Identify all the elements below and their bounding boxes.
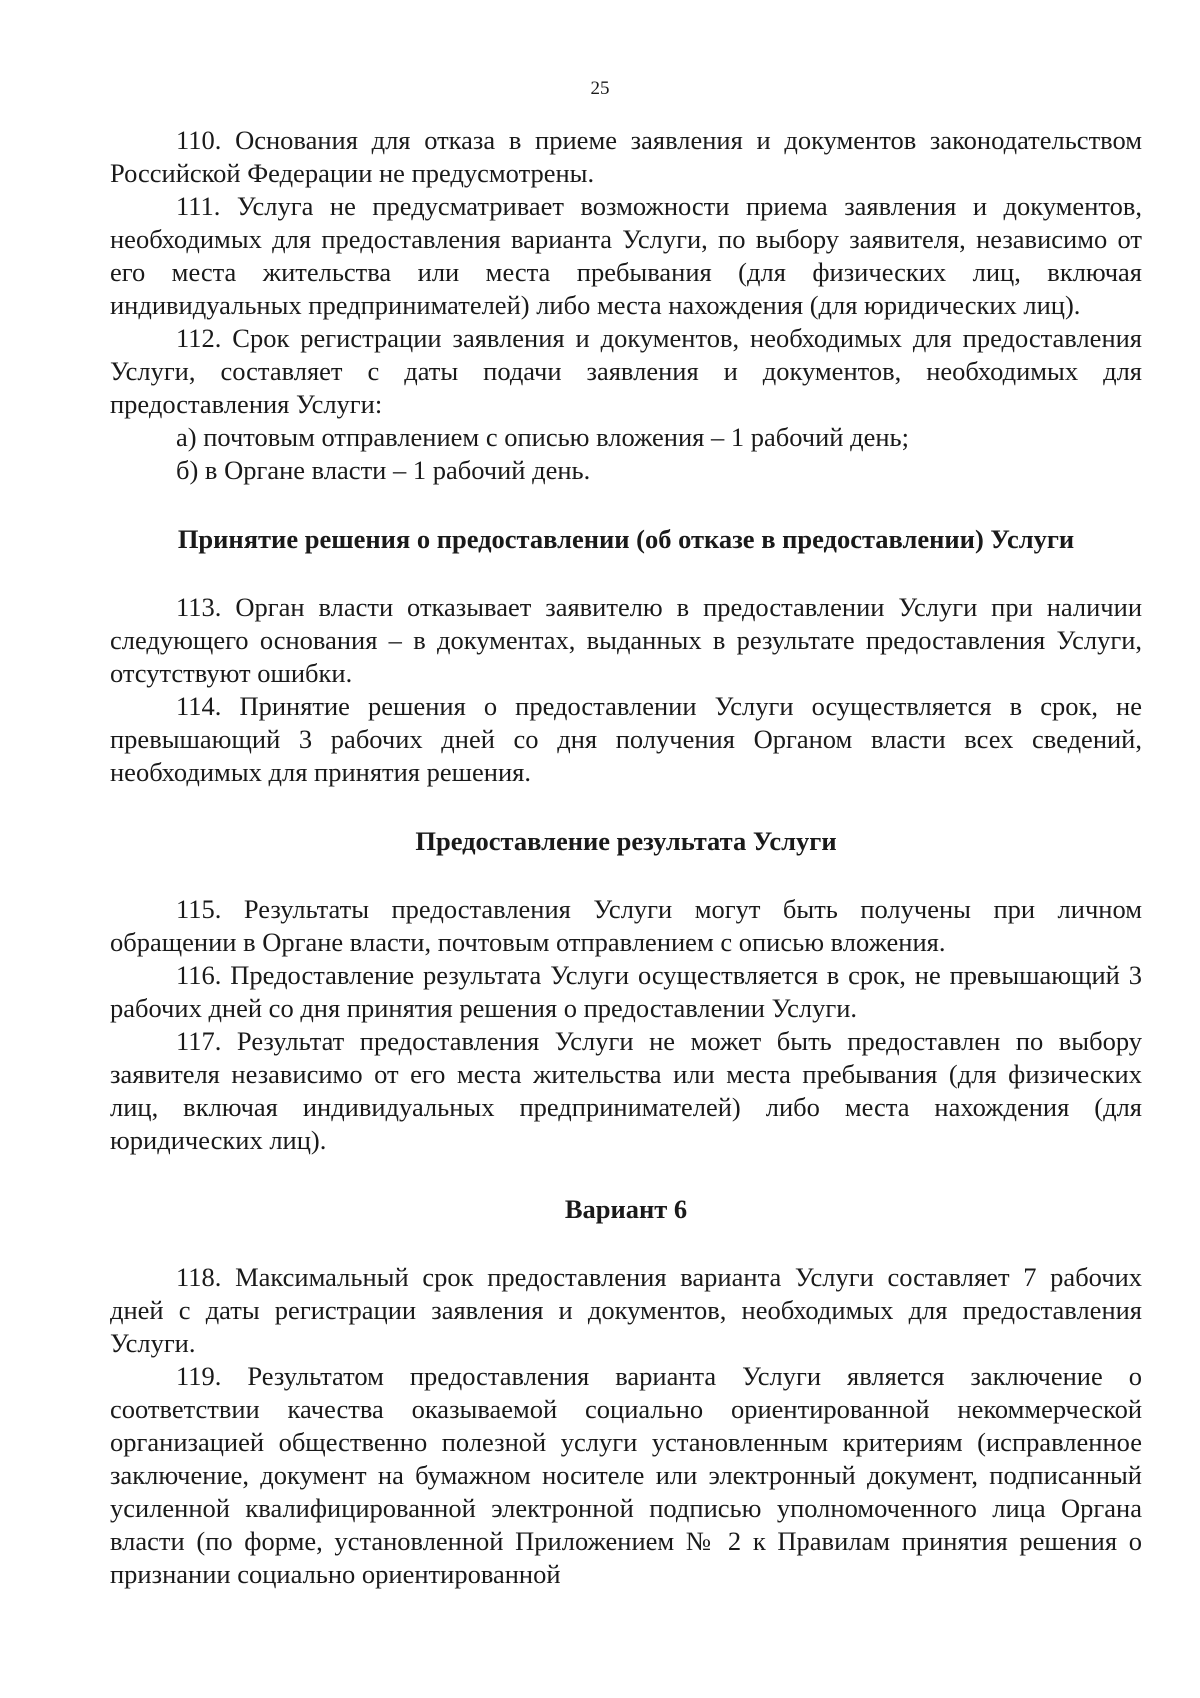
paragraph-119: 119. Результатом предоставления варианта Услуги является заключение о соответствии качества оказываемой социально ориентированной некоммерческой организацией общественно полезной услуги установленным критериям (исправленное заключение, документ на бумажном носителе или электронный документ, подписанный усиленной квалифицированной электронной подписью уполномоченного лица Органа власти (по форме, установленной Приложением № 2 к Правилам принятия решения о признании социально ориентированной — [110, 1361, 1142, 1589]
document-body — [110, 124, 1142, 1591]
list-item-b: б) в Органе власти – 1 рабочий день. — [176, 455, 591, 485]
paragraph-114: 114. Принятие решения о предоставлении Услуги осуществляется в срок, не превышающий 3 рабочих дней со дня получения Органом власти всех сведений, необходимых для принятия решения. — [110, 691, 1142, 787]
paragraph-110: 110. Основания для отказа в приеме заявления и документов законодательством Российской Федерации не предусмотрены. — [110, 125, 1142, 188]
paragraph-111: 111. Услуга не предусматривает возможности приема заявления и документов, необходимых для предоставления варианта Услуги, по выбору заявителя, независимо от его места жительства или места пребывания (для физических лиц, включая индивидуальных предпринимателей) либо места нахождения (для юридических лиц). — [110, 191, 1142, 320]
paragraph-117: 117. Результат предоставления Услуги не может быть предоставлен по выбору заявителя независимо от его места жительства или места пребывания (для физических лиц, включая индивидуальных предпринимателей) либо места нахождения (для юридических лиц). — [110, 1026, 1142, 1155]
paragraph-113: 113. Орган власти отказывает заявителю в предоставлении Услуги при наличии следующего основания – в документах, выданных в результате предоставления Услуги, отсутствуют ошибки. — [110, 592, 1142, 688]
list-item-a: а) почтовым отправлением с описью вложения – 1 рабочий день; — [176, 422, 909, 452]
section-heading-decision: Принятие решения о предоставлении (об отказе в предоставлении) Услуги — [177, 524, 1075, 554]
page-number: 25 — [590, 78, 610, 99]
section-heading-result: Предоставление результата Услуги — [415, 826, 837, 856]
paragraph-116: 116. Предоставление результата Услуги осуществляется в срок, не превышающий 3 рабочих дней со дня принятия решения о предоставлении Услуги. — [110, 960, 1142, 1023]
paragraph-115: 115. Результаты предоставления Услуги могут быть получены при личном обращении в Органе власти, почтовым отправлением с описью вложения. — [110, 894, 1142, 957]
paragraph-112: 112. Срок регистрации заявления и документов, необходимых для предоставления Услуги, составляет с даты подачи заявления и документов, необходимых для предоставления Услуги: — [110, 323, 1142, 419]
section-heading-variant-6: Вариант 6 — [564, 1194, 688, 1224]
paragraph-118: 118. Максимальный срок предоставления варианта Услуги составляет 7 рабочих дней с даты регистрации заявления и документов, необходимых для предоставления Услуги. — [110, 1262, 1142, 1358]
